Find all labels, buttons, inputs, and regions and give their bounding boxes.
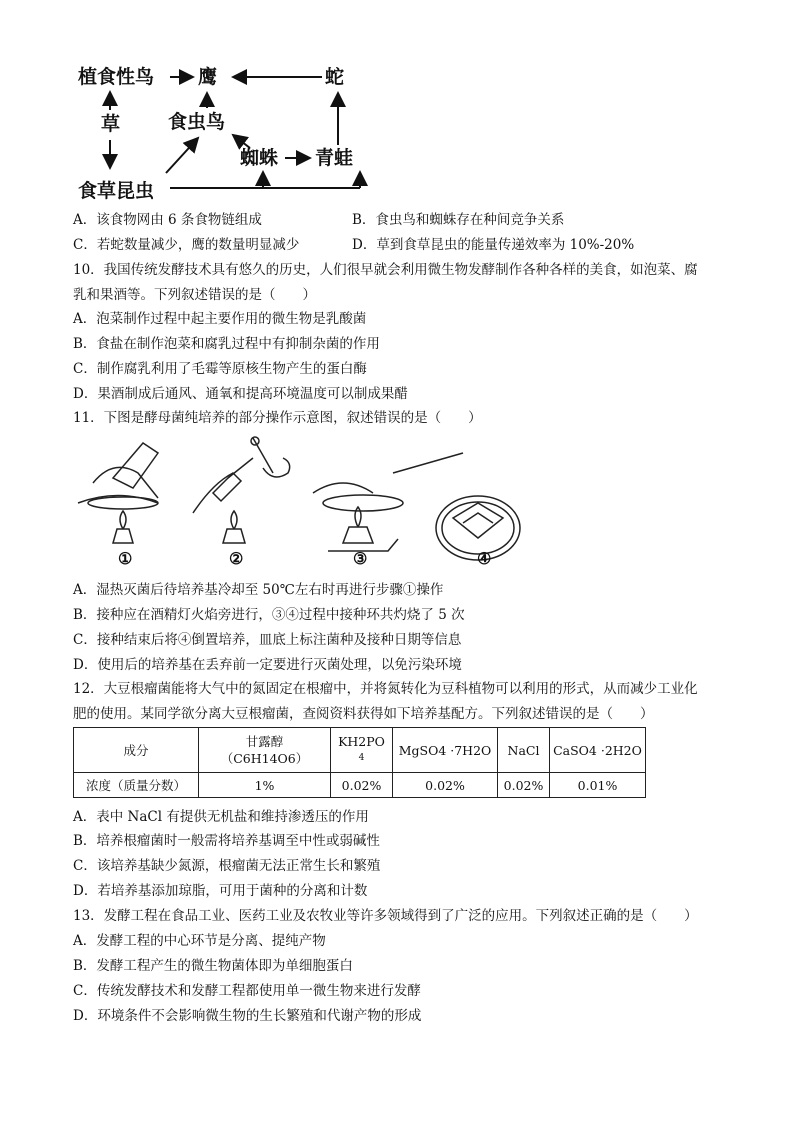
mannitol-name: 甘露醇 — [245, 734, 284, 749]
q10-option-b: B．食盐在制作泡菜和腐乳过程中有抑制杂菌的作用 — [73, 336, 380, 352]
q11-option-b: B．接种应在酒精灯火焰旁进行，③④过程中接种环共灼烧了 5 次 — [73, 607, 465, 623]
cell-mgso4: 0.02% — [393, 773, 498, 798]
q13-option-d: D．环境条件不会影响微生物的生长繁殖和代谢产物的形成 — [73, 1008, 422, 1024]
node-eagle: 鹰 — [198, 66, 218, 88]
node-snake: 蛇 — [325, 66, 345, 88]
row-label: 浓度（质量分数） — [74, 773, 199, 798]
q10-option-c: C．制作腐乳利用了毛霉等原核生物产生的蛋白酶 — [73, 361, 367, 377]
node-insect-bird: 食虫鸟 — [168, 111, 226, 133]
mannitol-formula: （C6H14O6） — [220, 751, 309, 766]
culture-steps-illustration — [73, 433, 523, 570]
q11-option-d: D．使用后的培养基在丢弃前一定要进行灭菌处理，以免污染环境 — [73, 657, 462, 673]
q12-option-a: A．表中 NaCl 有提供无机盐和维持渗透压的作用 — [73, 809, 369, 825]
q12-option-d: D．若培养基添加琼脂，可用于菌种的分离和计数 — [73, 883, 368, 899]
step-label-1: ① — [118, 549, 133, 568]
q13-option-c: C．传统发酵技术和发酵工程都使用单一微生物来进行发酵 — [73, 983, 421, 999]
table-header-row — [74, 728, 646, 773]
cell-nacl: 0.02% — [498, 773, 550, 798]
node-herbivore-bird: 植食性鸟 — [78, 66, 155, 88]
cell-kh2po4: 0.02% — [331, 773, 393, 798]
q12-stem-line1: 12．大豆根瘤菌能将大气中的氮固定在根瘤中，并将氮转化为豆科植物可以利用的形式，从而减少工业化 — [73, 681, 698, 697]
header-kh2po4 — [331, 728, 393, 773]
q10-stem-line2: 乳和果酒等。下列叙述错误的是（ ） — [73, 287, 316, 303]
medium-formula-table — [73, 727, 646, 798]
q9-option-b: B．食虫鸟和蜘蛛存在种间竞争关系 — [352, 212, 565, 228]
q9-option-c: C．若蛇数量减少，鹰的数量明显减少 — [73, 237, 300, 253]
q13-option-a: A．发酵工程的中心环节是分离、提纯产物 — [73, 933, 326, 949]
kh2po4-line1: KH2PO — [338, 734, 385, 749]
q12-option-b: B．培养根瘤菌时一般需将培养基调至中性或弱碱性 — [73, 833, 380, 849]
q10-option-d: D．果酒制成后通风、通氧和提高环境温度可以制成果醋 — [73, 386, 408, 402]
step-label-4: ④ — [477, 549, 492, 568]
step-label-3: ③ — [353, 549, 368, 568]
table-row — [74, 773, 646, 798]
node-spider: 蜘蛛 — [240, 147, 279, 169]
step-label-2: ② — [229, 549, 244, 568]
q13-option-b: B．发酵工程产生的微生物菌体即为单细胞蛋白 — [73, 958, 353, 974]
node-grass: 草 — [101, 113, 121, 135]
q12-stem-line2: 肥的使用。某同学欲分离大豆根瘤菌，查阅资料获得如下培养基配方。下列叙述错误的是（ ） — [73, 706, 654, 722]
q11-option-c: C．接种结束后将④倒置培养，皿底上标注菌种及接种日期等信息 — [73, 632, 462, 648]
q10-option-a: A．泡菜制作过程中起主要作用的微生物是乳酸菌 — [73, 311, 367, 327]
cell-caso4: 0.01% — [550, 773, 646, 798]
q9-option-d: D．草到食草昆虫的能量传递效率为 10%-20% — [352, 237, 635, 253]
q10-stem-line1: 10．我国传统发酵技术具有悠久的历史，人们很早就会利用微生物发酵制作各种各样的美食，如泡菜、腐 — [73, 262, 698, 278]
q12-option-c: C．该培养基缺少氮源，根瘤菌无法正常生长和繁殖 — [73, 858, 381, 874]
cell-mannitol: 1% — [199, 773, 331, 798]
header-mannitol — [199, 728, 331, 773]
header-caso4: CaSO4 ·2H2O — [550, 728, 646, 773]
kh2po4-line2: 4 — [358, 753, 365, 763]
q11-option-a: A．湿热灭菌后待培养基冷却至 50℃左右时再进行步骤①操作 — [73, 582, 444, 598]
q11-stem: 11．下图是酵母菌纯培养的部分操作示意图，叙述错误的是（ ） — [73, 410, 482, 426]
header-mgso4: MgSO4 ·7H2O — [393, 728, 498, 773]
q9-option-a: A．该食物网由 6 条食物链组成 — [73, 212, 262, 228]
header-label: 成分 — [74, 728, 199, 773]
node-insect: 食草昆虫 — [78, 180, 155, 202]
header-nacl: NaCl — [498, 728, 550, 773]
node-frog: 青蛙 — [315, 147, 354, 169]
q13-stem: 13．发酵工程在食品工业、医药工业及农牧业等许多领域得到了广泛的应用。下列叙述正确的是（ ） — [73, 908, 698, 924]
